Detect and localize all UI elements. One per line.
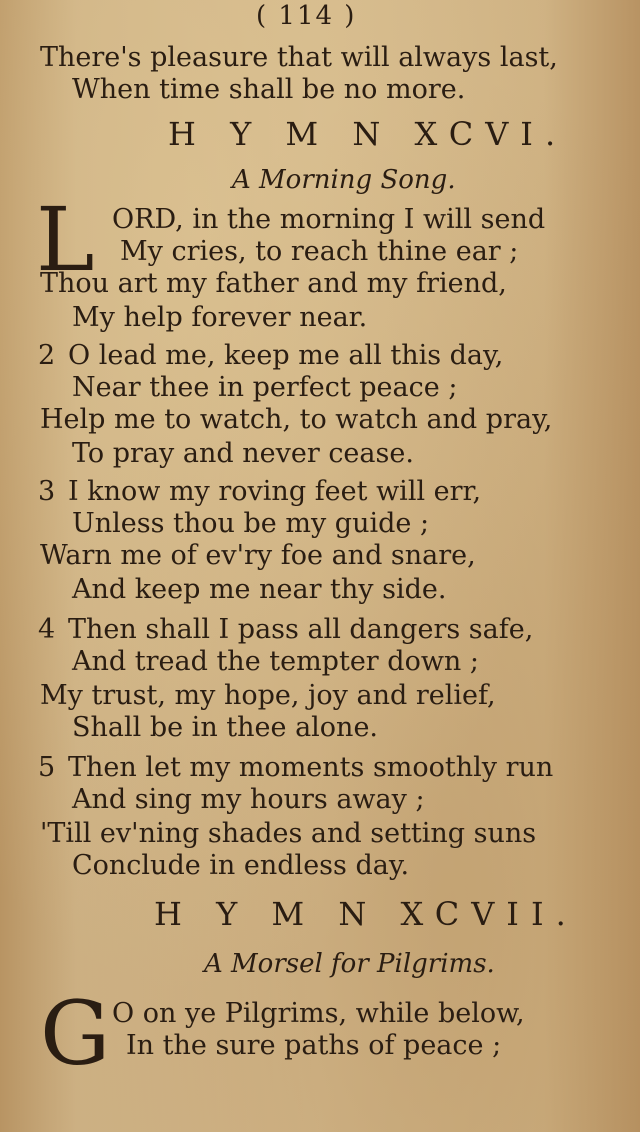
- verse-number: 3: [38, 476, 56, 507]
- verse-line: O lead me, keep me all this day,: [68, 340, 504, 371]
- verse-line: 'Till ev'ning shades and setting suns: [40, 818, 537, 849]
- verse-line: Thou art my father and my friend,: [40, 268, 507, 299]
- verse-line: My help forever near.: [72, 302, 368, 333]
- hymn-subtitle: A Morning Song.: [232, 165, 456, 195]
- verse-line: I know my roving feet will err,: [68, 476, 482, 507]
- drop-cap-letter: L: [36, 188, 95, 291]
- verse-line: Warn me of ev'ry foe and snare,: [40, 540, 476, 571]
- hymn-title: H Y M N XCVII.: [154, 895, 578, 933]
- verse-line: My cries, to reach thine ear ;: [120, 236, 519, 267]
- drop-cap-letter: G: [40, 982, 111, 1085]
- verse-number: 4: [38, 614, 56, 645]
- verse-line: And keep me near thy side.: [72, 574, 447, 605]
- verse-line: And sing my hours away ;: [72, 784, 425, 815]
- verse-number: 2: [38, 340, 56, 371]
- verse-line: Help me to watch, to watch and pray,: [40, 404, 553, 435]
- verse-line: Then let my moments smoothly run: [68, 752, 554, 783]
- verse-line: In the sure paths of peace ;: [126, 1030, 502, 1061]
- previous-hymn-line: There's pleasure that will always last,: [40, 42, 558, 73]
- verse-line: Unless thou be my guide ;: [72, 508, 430, 539]
- previous-hymn-line: When time shall be no more.: [72, 74, 466, 105]
- verse-line: Near thee in perfect peace ;: [72, 372, 458, 403]
- verse-line: Then shall I pass all dangers safe,: [68, 614, 534, 645]
- hymn-title: H Y M N XCVI.: [168, 115, 568, 153]
- verse-line: Shall be in thee alone.: [72, 712, 379, 743]
- page-number: ( 114 ): [256, 1, 357, 31]
- verse-line: To pray and never cease.: [72, 438, 414, 469]
- hymn-subtitle: A Morsel for Pilgrims.: [204, 949, 495, 979]
- verse-line: And tread the tempter down ;: [72, 646, 480, 677]
- verse-line: Conclude in endless day.: [72, 850, 410, 881]
- verse-line: ORD, in the morning I will send: [112, 204, 546, 235]
- verse-line: My trust, my hope, joy and relief,: [40, 680, 496, 711]
- verse-line: O on ye Pilgrims, while below,: [112, 998, 525, 1029]
- verse-number: 5: [38, 752, 56, 783]
